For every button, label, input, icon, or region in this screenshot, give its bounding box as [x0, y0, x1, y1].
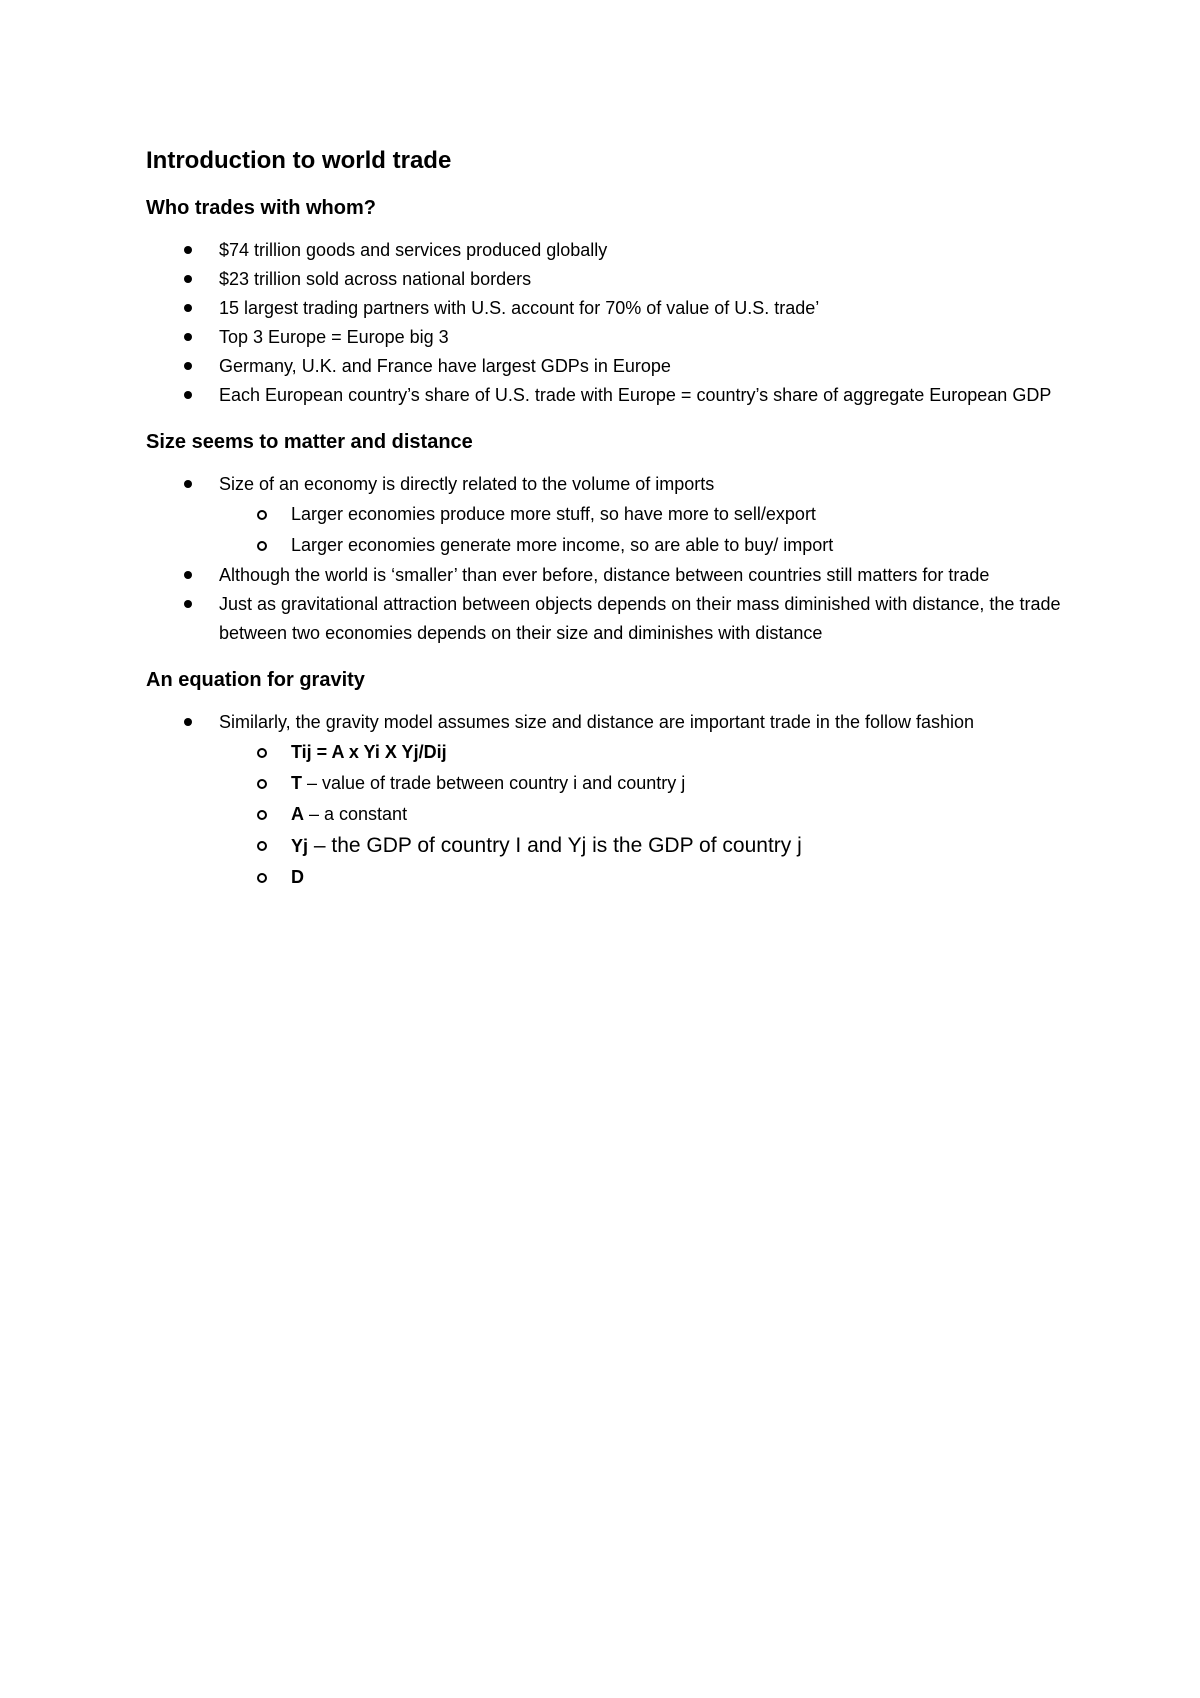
term-label: T [291, 773, 302, 793]
bullet-list-equation [146, 708, 1066, 893]
bullet-list-size-distance [146, 470, 1066, 648]
sub-list-item [146, 737, 1066, 768]
hollow-bullet-icon [257, 748, 267, 758]
list-item [146, 236, 1066, 265]
list-item [146, 381, 1066, 410]
list-item-text: Similarly, the gravity model assumes size and distance are important trade in the follow fashion [219, 712, 975, 732]
section-heading-size-distance: Size seems to matter and distance [146, 431, 473, 453]
list-item [146, 561, 1066, 590]
hollow-bullet-icon [257, 841, 267, 851]
bullet-icon [184, 480, 192, 488]
list-item-text: Although the world is ‘smaller’ than ever before, distance between countries still matters for trade [219, 565, 990, 585]
list-item [146, 352, 1066, 381]
list-item-text: Germany, U.K. and France have largest GDPs in Europe [219, 356, 671, 376]
bullet-icon [184, 275, 192, 283]
document-title: Introduction to world trade [146, 147, 452, 174]
bullet-list-who-trades [146, 236, 1066, 410]
bullet-icon [184, 571, 192, 579]
hollow-bullet-icon [257, 541, 267, 551]
term-label: D [291, 867, 304, 887]
term-description: – a constant [304, 804, 408, 824]
list-item [146, 590, 1066, 648]
term-label: Yj [291, 836, 309, 856]
hollow-bullet-icon [257, 510, 267, 520]
sub-bullet-list [219, 737, 1066, 893]
bullet-icon [184, 391, 192, 399]
sub-list-item [146, 862, 1066, 893]
section-heading-equation: An equation for gravity [146, 669, 365, 691]
bullet-icon [184, 246, 192, 254]
sub-bullet-list [219, 499, 1066, 561]
bullet-icon [184, 600, 192, 608]
bullet-icon [184, 304, 192, 312]
list-item-text: Just as gravitational attraction between objects depends on their mass diminished with distance, the trade between two economies depends on their size and diminishes with distance [219, 594, 1061, 643]
list-item [146, 708, 1066, 893]
bullet-icon [184, 333, 192, 341]
hollow-bullet-icon [257, 779, 267, 789]
hollow-bullet-icon [257, 873, 267, 883]
sub-list-item [146, 799, 1066, 830]
document-body [146, 146, 1066, 911]
list-item-text: $74 trillion goods and services produced globally [219, 240, 608, 260]
list-item [146, 470, 1066, 561]
sub-list-item [146, 530, 1066, 561]
sub-list-item [146, 830, 1066, 862]
list-item-text: 15 largest trading partners with U.S. account for 70% of value of U.S. trade’ [219, 298, 820, 318]
list-item-text: $23 trillion sold across national borders [219, 269, 532, 289]
bullet-icon [184, 718, 192, 726]
gravity-equation: Tij = A x Yi X Yj/Dij [291, 742, 447, 762]
term-description: – value of trade between country i and country j [302, 773, 686, 793]
sub-list-item [146, 768, 1066, 799]
section-heading-who-trades: Who trades with whom? [146, 197, 376, 219]
sub-list-item-text: Larger economies produce more stuff, so have more to sell/export [291, 504, 816, 524]
sub-list-item-text: Larger economies generate more income, so are able to buy/ import [291, 535, 834, 555]
term-description: – the GDP of country I and Yj is the GDP of country j [308, 834, 802, 857]
list-item-text: Top 3 Europe = Europe big 3 [219, 327, 449, 347]
list-item [146, 294, 1066, 323]
term-label: A [291, 804, 304, 824]
sub-list-item [146, 499, 1066, 530]
list-item [146, 265, 1066, 294]
hollow-bullet-icon [257, 810, 267, 820]
bullet-icon [184, 362, 192, 370]
list-item [146, 323, 1066, 352]
list-item-text: Size of an economy is directly related to the volume of imports [219, 474, 715, 494]
list-item-text: Each European country’s share of U.S. trade with Europe = country’s share of aggregate European GDP [219, 385, 1052, 405]
